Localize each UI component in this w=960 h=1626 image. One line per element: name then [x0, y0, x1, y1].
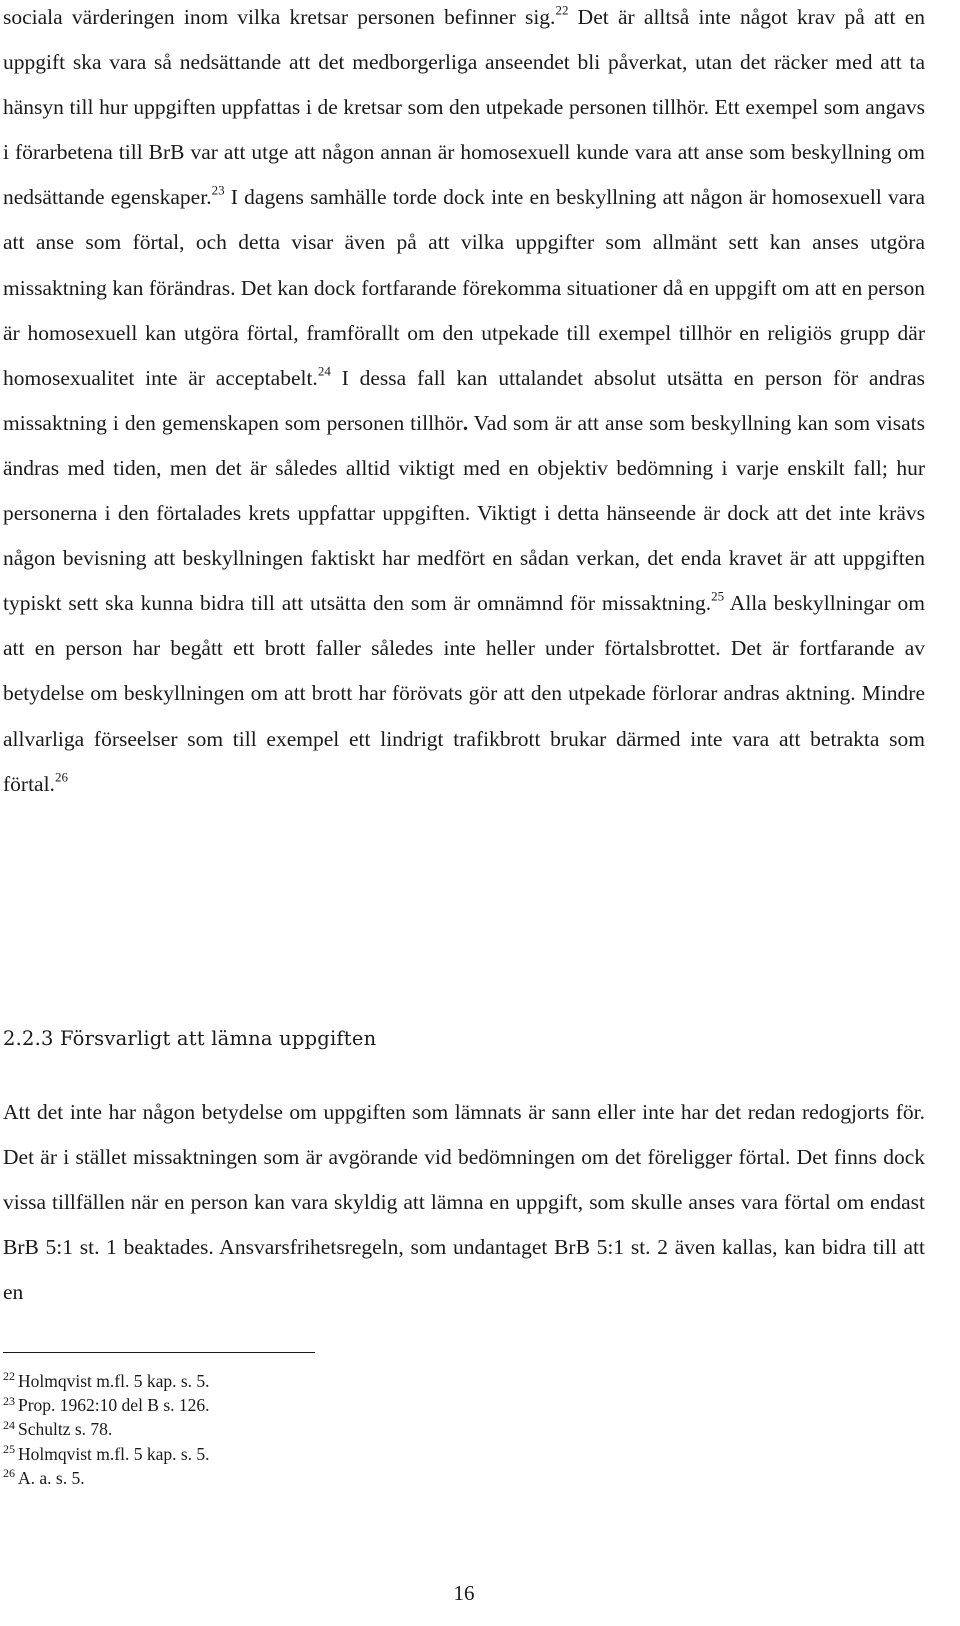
footnote-item — [3, 1417, 210, 1441]
footnote-number: 26 — [3, 1466, 15, 1481]
body-paragraph-2: Att det inte har någon betydelse om uppgiften som lämnats är sann eller inte har det redan redogjorts för. Det är i stället missaktningen som är avgörande vid bedömningen om det föreligger förtal. Det finns dock vissa tillfällen när en person kan vara skyldig att lämna en uppgift, som skulle anses vara förtal om endast BrB 5:1 st. 1 beaktades. Ansvarsfrihetsregeln, som undantaget BrB 5:1 st. 2 även kallas, kan bidra till att en — [3, 1100, 925, 1305]
footnote-text: A. a. s. 5. — [18, 1467, 85, 1488]
footnote-ref-22[interactable]: 22 — [555, 2, 569, 18]
paragraph-text-bold: . — [462, 410, 469, 435]
footnote-text: Schultz s. 78. — [18, 1419, 113, 1440]
footnote-item — [3, 1442, 210, 1466]
footnotes-list — [3, 1369, 210, 1490]
paragraph-text: Det är alltså inte något krav på att en uppgift ska vara så nedsättande att det medborgerliga anseendet bli påverkat, utan det räcker med att ta hänsyn till hur uppgiften uppfattas i de kretsar som den utpekade personen tillhör. Ett exempel som angavs i förarbetena till BrB var att utge att någon annan är homosexuell kunde vara att anse som beskyllning om nedsättande egenskaper. — [3, 5, 926, 210]
section-heading: 2.2.3 Försvarligt att lämna uppgiften — [3, 1027, 377, 1050]
footnote-item — [3, 1466, 210, 1490]
page-number: 16 — [453, 1581, 475, 1605]
footnote-text: Holmqvist m.fl. 5 kap. s. 5. — [18, 1371, 210, 1391]
paragraph-text: Alla beskyllningar om att en person har begått ett brott faller således inte heller under förtalsbrottet. Det är fortfarande av betydelse om beskyllningen om att brott har förövats gör att den utpekade förlorar andras aktning. Mindre allvarliga förseelser som till exempel ett lindrigt trafikbrott brukar därmed inte vara att betrakta som förtal. — [3, 591, 925, 796]
footnote-text: Prop. 1962:10 del B s. 126. — [18, 1395, 210, 1416]
footnote-number: 25 — [3, 1442, 15, 1457]
footnote-number: 23 — [3, 1393, 15, 1408]
footnote-ref-23[interactable]: 23 — [211, 182, 225, 198]
footnote-ref-24[interactable]: 24 — [317, 363, 331, 378]
footnote-number: 22 — [3, 1369, 15, 1384]
footnote-separator — [3, 1352, 315, 1353]
paragraph-text: Vad som är att anse som beskyllning kan som visats ändras med tiden, men det är således alltid viktigt med en objektiv bedömning i varje enskilt fall; hur personerna i den förtalades krets uppfattar uppgiften. Viktigt i detta hänseende är dock att det inte krävs någon bevisning att beskyllningen faktiskt har medfört en sådan verkan, det enda kravet är att uppgiften typiskt sett ska kunna bidra till att utsätta den som är omnämnd för missaktning. — [3, 410, 926, 616]
footnote-ref-25[interactable]: 25 — [711, 588, 725, 604]
footnote-item — [3, 1369, 210, 1393]
body-paragraph-1 — [3, 0, 925, 807]
footnote-item — [3, 1393, 210, 1417]
paragraph-text: I dagens samhälle torde dock inte en beskyllning att någon är homosexuell vara att anse som förtal, och detta visar även på att vilka uppgifter som allmänt sett kan anses utgöra missaktning kan förändras. Det kan dock fortfarande förekomma situationer då en uppgift om att en person är homosexuell kan utgöra förtal, framförallt om den utpekade till exempel tillhör en religiös grupp där homosexualitet inte är acceptabelt. — [3, 185, 926, 390]
paragraph-text: sociala värderingen inom vilka kretsar personen befinner sig. — [3, 5, 556, 29]
footnote-number: 24 — [3, 1417, 15, 1432]
footnote-ref-26[interactable]: 26 — [54, 768, 68, 784]
footnote-text: Holmqvist m.fl. 5 kap. s. 5. — [18, 1443, 210, 1464]
paragraph-text: I dessa fall kan uttalandet absolut utsätta en person för andras missaktning i den gemenskapen som personen tillhör — [3, 365, 926, 435]
